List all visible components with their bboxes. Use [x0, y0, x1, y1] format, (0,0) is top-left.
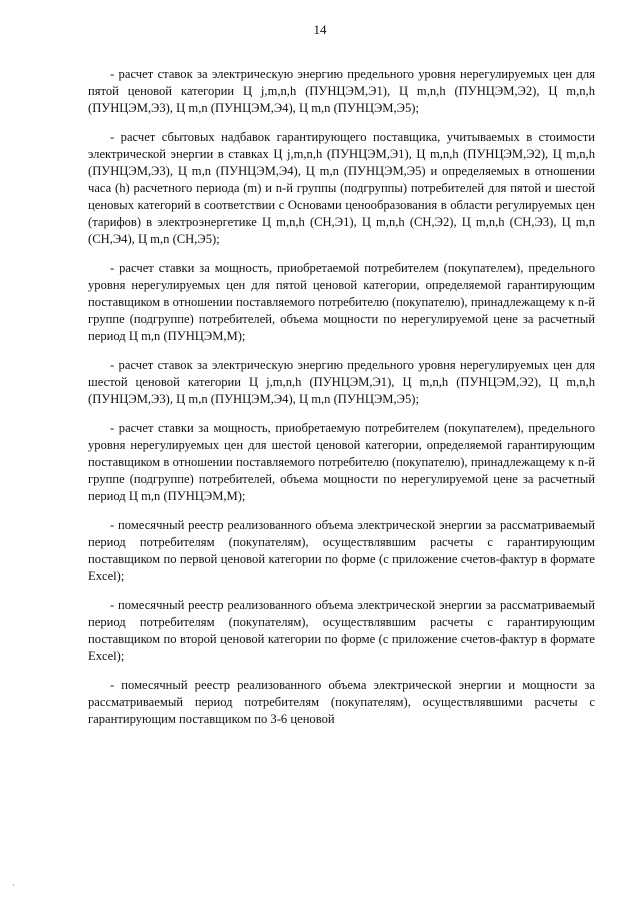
scan-margin-mark: ·: [12, 880, 15, 890]
paragraph-5: - расчет ставки за мощность, приобретаемую потребителем (покупателем), предельного уровня нерегулируемых цен для шестой ценовой категории, определяемой гарантирующим поставщиком в отношении поставляемого потребителю (покупателю), принадлежащему к n-й группе (подгруппе) потребителей, объема мощности по нерегулируемой цене за расчетный период Ц m,n (ПУНЦЭМ,М);: [88, 421, 595, 503]
paragraph-6: - помесячный реестр реализованного объема электрической энергии за рассматриваемый период потребителям (покупателям), осуществлявшим расчеты с гарантирующим поставщиком по первой ценовой категории по форме (с приложение счетов-фактур в формате Excel);: [88, 518, 595, 583]
document-body: [88, 66, 595, 740]
paragraph-2: - расчет сбытовых надбавок гарантирующего поставщика, учитываемых в стоимости электрической энергии в ставках Ц j,m,n,h (ПУНЦЭМ,Э1), Ц m,n,h (ПУНЦЭМ,Э2), Ц m,n,h (ПУНЦЭМ,Э3), Ц m,n (ПУНЦЭМ,Э4), Ц m,n (ПУНЦЭМ,Э5) и определяемых в отношении часа (h) расчетного периода (m) и n-й группы (подгруппы) потребителей для пятой и шестой ценовых категорий в соответствии с Основами ценообразования в области регулируемых цен (тарифов) в электроэнергетике Ц m,n,h (СН,Э1), Ц m,n,h (СН,Э2), Ц m,n,h (СН,Э3), Ц m,n (СН,Э4), Ц m,n (СН,Э5);: [88, 130, 595, 246]
paragraph-1: - расчет ставок за электрическую энергию предельного уровня нерегулируемых цен для пятой ценовой категории Ц j,m,n,h (ПУНЦЭМ,Э1), Ц m,n,h (ПУНЦЭМ,Э2), Ц m,n,h (ПУНЦЭМ,Э3), Ц m,n (ПУНЦЭМ,Э4), Ц m,n (ПУНЦЭМ,Э5);: [88, 67, 595, 115]
paragraph-7: - помесячный реестр реализованного объема электрической энергии за рассматриваемый период потребителям (покупателям), осуществлявшим расчеты с гарантирующим поставщиком по второй ценовой категории по форме (с приложение счетов-фактур в формате Excel);: [88, 598, 595, 663]
paragraph-8: - помесячный реестр реализованного объема электрической энергии и мощности за рассматриваемый период потребителям (покупателям), осуществлявшими расчеты с гарантирующим поставщиком по 3-6 ценовой: [88, 678, 595, 726]
paragraph-3: - расчет ставки за мощность, приобретаемой потребителем (покупателем), предельного уровня нерегулируемых цен для пятой ценовой категории, определяемой гарантирующим поставщиком в отношении поставляемого потребителю (покупателю), принадлежащему к n-й группе (подгруппе) потребителей, объема мощности по нерегулируемой цене за расчетный период Ц m,n (ПУНЦЭМ,М);: [88, 261, 595, 343]
page-number: 14: [313, 22, 327, 37]
paragraph-4: - расчет ставок за электрическую энергию предельного уровня нерегулируемых цен для шестой ценовой категории Ц j,m,n,h (ПУНЦЭМ,Э1), Ц m,n,h (ПУНЦЭМ,Э2), Ц m,n,h (ПУНЦЭМ,Э3), Ц m,n (ПУНЦЭМ,Э4), Ц m,n (ПУНЦЭМ,Э5);: [88, 358, 595, 406]
